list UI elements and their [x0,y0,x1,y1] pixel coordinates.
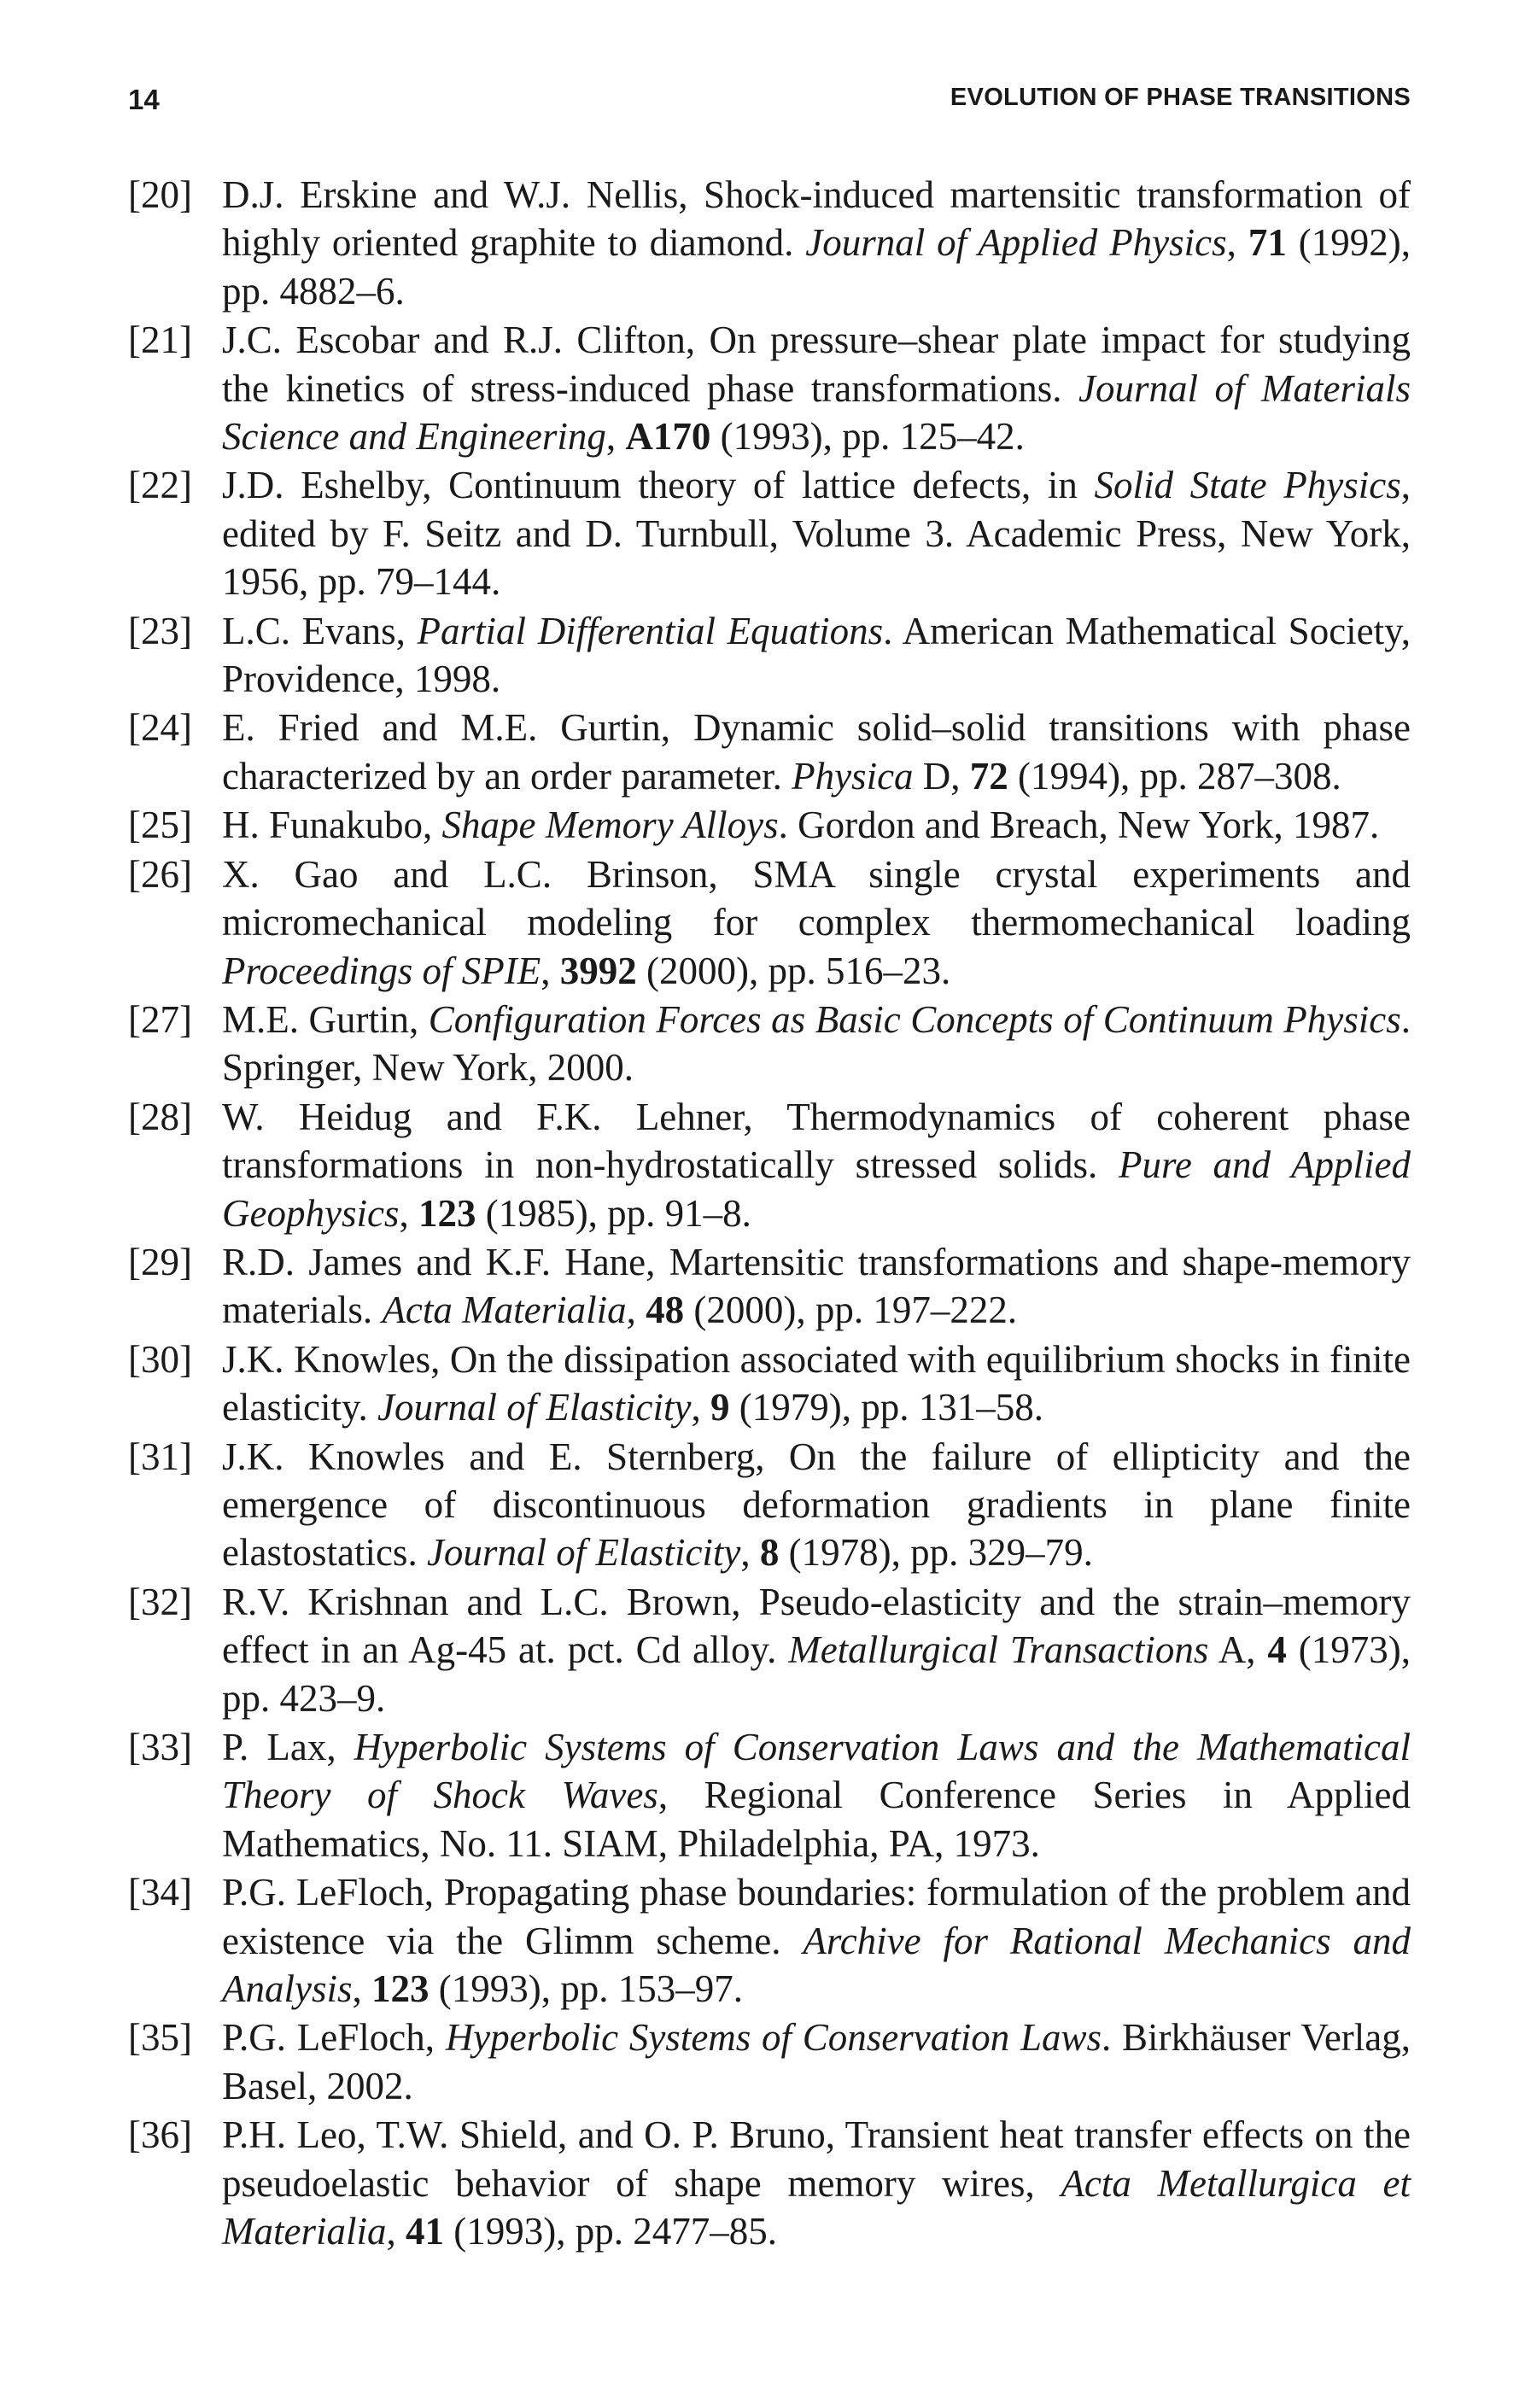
reference-text: L.C. Evans, [222,609,418,652]
reference-source-title: Journal of Materials Science and Engineering [222,366,1411,459]
reference-text: J.D. Eshelby, Continuum theory of lattice defects, in [222,464,1095,507]
reference-source-title: Journal of Elasticity [377,1386,692,1429]
reference-text: E. Fried and M.E. Gurtin, Dynamic solid–solid transitions with phase characterized by an order parameter. [222,706,1411,798]
reference-entry [128,316,1411,460]
reference-source-title: Pure and Applied Geophysics [222,1143,1411,1235]
reference-number: [22] [128,464,192,507]
reference-entry [128,2111,1411,2255]
reference-source-title: Solid State Physics [1094,464,1401,507]
reference-text: , [605,415,626,459]
reference-entry [128,2013,1411,2110]
reference-list [128,171,1411,2256]
reference-volume: 3992 [559,949,637,992]
reference-text: D.J. Erskine and W.J. Nellis, Shock-induced martensitic transformation of highly oriented graphite to diamond. [222,173,1411,265]
reference-text: W. Heidug and F.K. Lehner, Thermodynamics of coherent phase transformations in non-hydrostatically stressed solids. [222,1095,1411,1187]
reference-number: [27] [128,997,192,1041]
reference-text: . Birkhäuser Verlag, Basel, 2002. [222,2016,1411,2107]
reference-text: , Regional Conference Series in Applied Mathematics, No. 11. SIAM, Philadelphia, PA, 1973. [222,1774,1411,1865]
reference-number: [25] [128,804,192,847]
reference-text: (1993), pp. 125–42. [710,415,1025,459]
reference-entry [128,850,1411,995]
reference-text: , edited by F. Seitz and D. Turnbull, Volume 3. Academic Press, New York, 1956, pp. 79–144. [222,464,1411,604]
reference-text: (1973), pp. 423–9. [222,1628,1411,1720]
reference-number: [34] [128,1871,192,1914]
reference-entry [128,1868,1411,2013]
reference-text: M.E. Gurtin, [222,997,429,1041]
reference-source-title: Journal of Applied Physics [805,221,1227,265]
reference-text: , [691,1386,710,1429]
reference-volume: 48 [646,1289,685,1332]
reference-number: [28] [128,1095,192,1138]
reference-number: [31] [128,1435,192,1478]
reference-entry [128,996,1411,1092]
reference-volume: 41 [405,2210,444,2253]
reference-volume: 4 [1267,1628,1287,1672]
reference-text: , [1226,221,1248,265]
reference-number: [29] [128,1240,192,1283]
reference-text: P.H. Leo, T.W. Shield, and O. P. Bruno, Transient heat transfer effects on the pseudoelastic behavior of shape memory wires, [222,2113,1411,2205]
reference-text: (1979), pp. 131–58. [729,1386,1043,1429]
reference-number: [20] [128,173,192,216]
reference-entry [128,1723,1411,1867]
reference-number: [36] [128,2113,192,2157]
reference-text: . Gordon and Breach, New York, 1987. [778,804,1380,847]
running-title: EVOLUTION OF PHASE TRANSITIONS [950,84,1411,111]
reference-entry [128,461,1411,605]
reference-text: P. Lax, [222,1726,354,1768]
reference-text: . Springer, New York, 2000. [222,997,1411,1090]
reference-text: , [626,1289,646,1332]
reference-volume: A170 [625,415,711,459]
reference-number: [30] [128,1337,192,1381]
reference-source-title: Shape Memory Alloys [441,804,779,847]
reference-text: A, [1208,1628,1268,1672]
reference-text: J.K. Knowles and E. Sternberg, On the failure of ellipticity and the emergence of discontinuous deformation gradients in plane finite elastostatics. [222,1435,1411,1575]
reference-number: [23] [128,609,192,652]
reference-source-title: Acta Metallurgica et Materialia [222,2161,1411,2253]
reference-number: [35] [128,2016,192,2060]
reference-source-title: Hyperbolic Systems of Conservation Laws [445,2016,1102,2060]
reference-source-title: Partial Differential Equations [417,609,884,652]
reference-volume: 8 [759,1531,780,1575]
reference-text: D, [913,754,970,798]
page-number: 14 [128,84,160,115]
reference-text: P.G. LeFloch, Propagating phase boundaries: formulation of the problem and existence via the Glimm scheme. [222,1871,1411,1962]
reference-text: (1992), pp. 4882–6. [222,221,1411,313]
reference-source-title: Metallurgical Transactions [788,1628,1209,1672]
reference-text: J.K. Knowles, On the dissipation associated with equilibrium shocks in finite elasticity. [222,1337,1411,1429]
reference-entry [128,607,1411,704]
reference-text: R.D. James and K.F. Hane, Martensitic transformations and shape-memory materials. [222,1240,1411,1332]
reference-volume: 71 [1248,221,1287,265]
reference-entry [128,1238,1411,1335]
reference-source-title: Proceedings of SPIE [222,949,541,992]
reference-source-title: Physica [792,754,914,798]
reference-number: [33] [128,1726,192,1768]
reference-volume: 123 [371,1967,430,2011]
reference-text: , [399,1191,418,1235]
reference-source-title: Journal of Elasticity [426,1531,741,1575]
reference-entry [128,171,1411,315]
reference-text: R.V. Krishnan and L.C. Brown, Pseudo-elasticity and the strain–memory effect in an Ag-45 at. pct. Cd alloy. [222,1580,1411,1672]
reference-text: , [740,1531,760,1575]
reference-text: , [386,2210,406,2253]
reference-source-title: Acta Materialia [382,1289,627,1332]
reference-number: [21] [128,319,192,362]
reference-entry [128,1336,1411,1432]
reference-entry [128,1433,1411,1577]
reference-source-title: Hyperbolic Systems of Conservation Laws and the Mathematical Theory of Shock Waves [222,1726,1411,1817]
reference-text: (1993), pp. 2477–85. [443,2210,777,2253]
reference-number: [32] [128,1580,192,1623]
reference-text: (2000), pp. 516–23. [636,949,951,992]
reference-text: , [352,1967,371,2011]
reference-text: , [541,949,560,992]
reference-number: [26] [128,852,192,896]
reference-entry [128,1093,1411,1237]
reference-entry [128,801,1411,849]
reference-entry [128,704,1411,800]
page-header [128,84,1411,126]
reference-text: . American Mathematical Society, Providence, 1998. [222,609,1411,701]
reference-text: P.G. LeFloch, [222,2016,446,2060]
reference-text: (1994), pp. 287–308. [1008,754,1341,798]
reference-volume: 9 [710,1386,730,1429]
reference-volume: 123 [418,1191,476,1235]
reference-text: (1993), pp. 153–97. [429,1967,743,2011]
reference-number: [24] [128,706,192,750]
reference-entry [128,1578,1411,1722]
reference-text: X. Gao and L.C. Brinson, SMA single crystal experiments and micromechanical modeling for complex thermomechanical loading [222,852,1411,944]
reference-text: H. Funakubo, [222,804,442,847]
reference-source-title: Archive for Rational Mechanics and Analysis [222,1919,1411,2011]
reference-text: J.C. Escobar and R.J. Clifton, On pressure–shear plate impact for studying the kinetics of stress-induced phase transformations. [222,319,1411,410]
reference-source-title: Configuration Forces as Basic Concepts of Continuum Physics [428,997,1401,1041]
reference-text: (1978), pp. 329–79. [779,1531,1093,1575]
reference-volume: 72 [969,754,1008,798]
reference-text: (1985), pp. 91–8. [476,1191,751,1235]
reference-text: (2000), pp. 197–222. [684,1289,1018,1332]
